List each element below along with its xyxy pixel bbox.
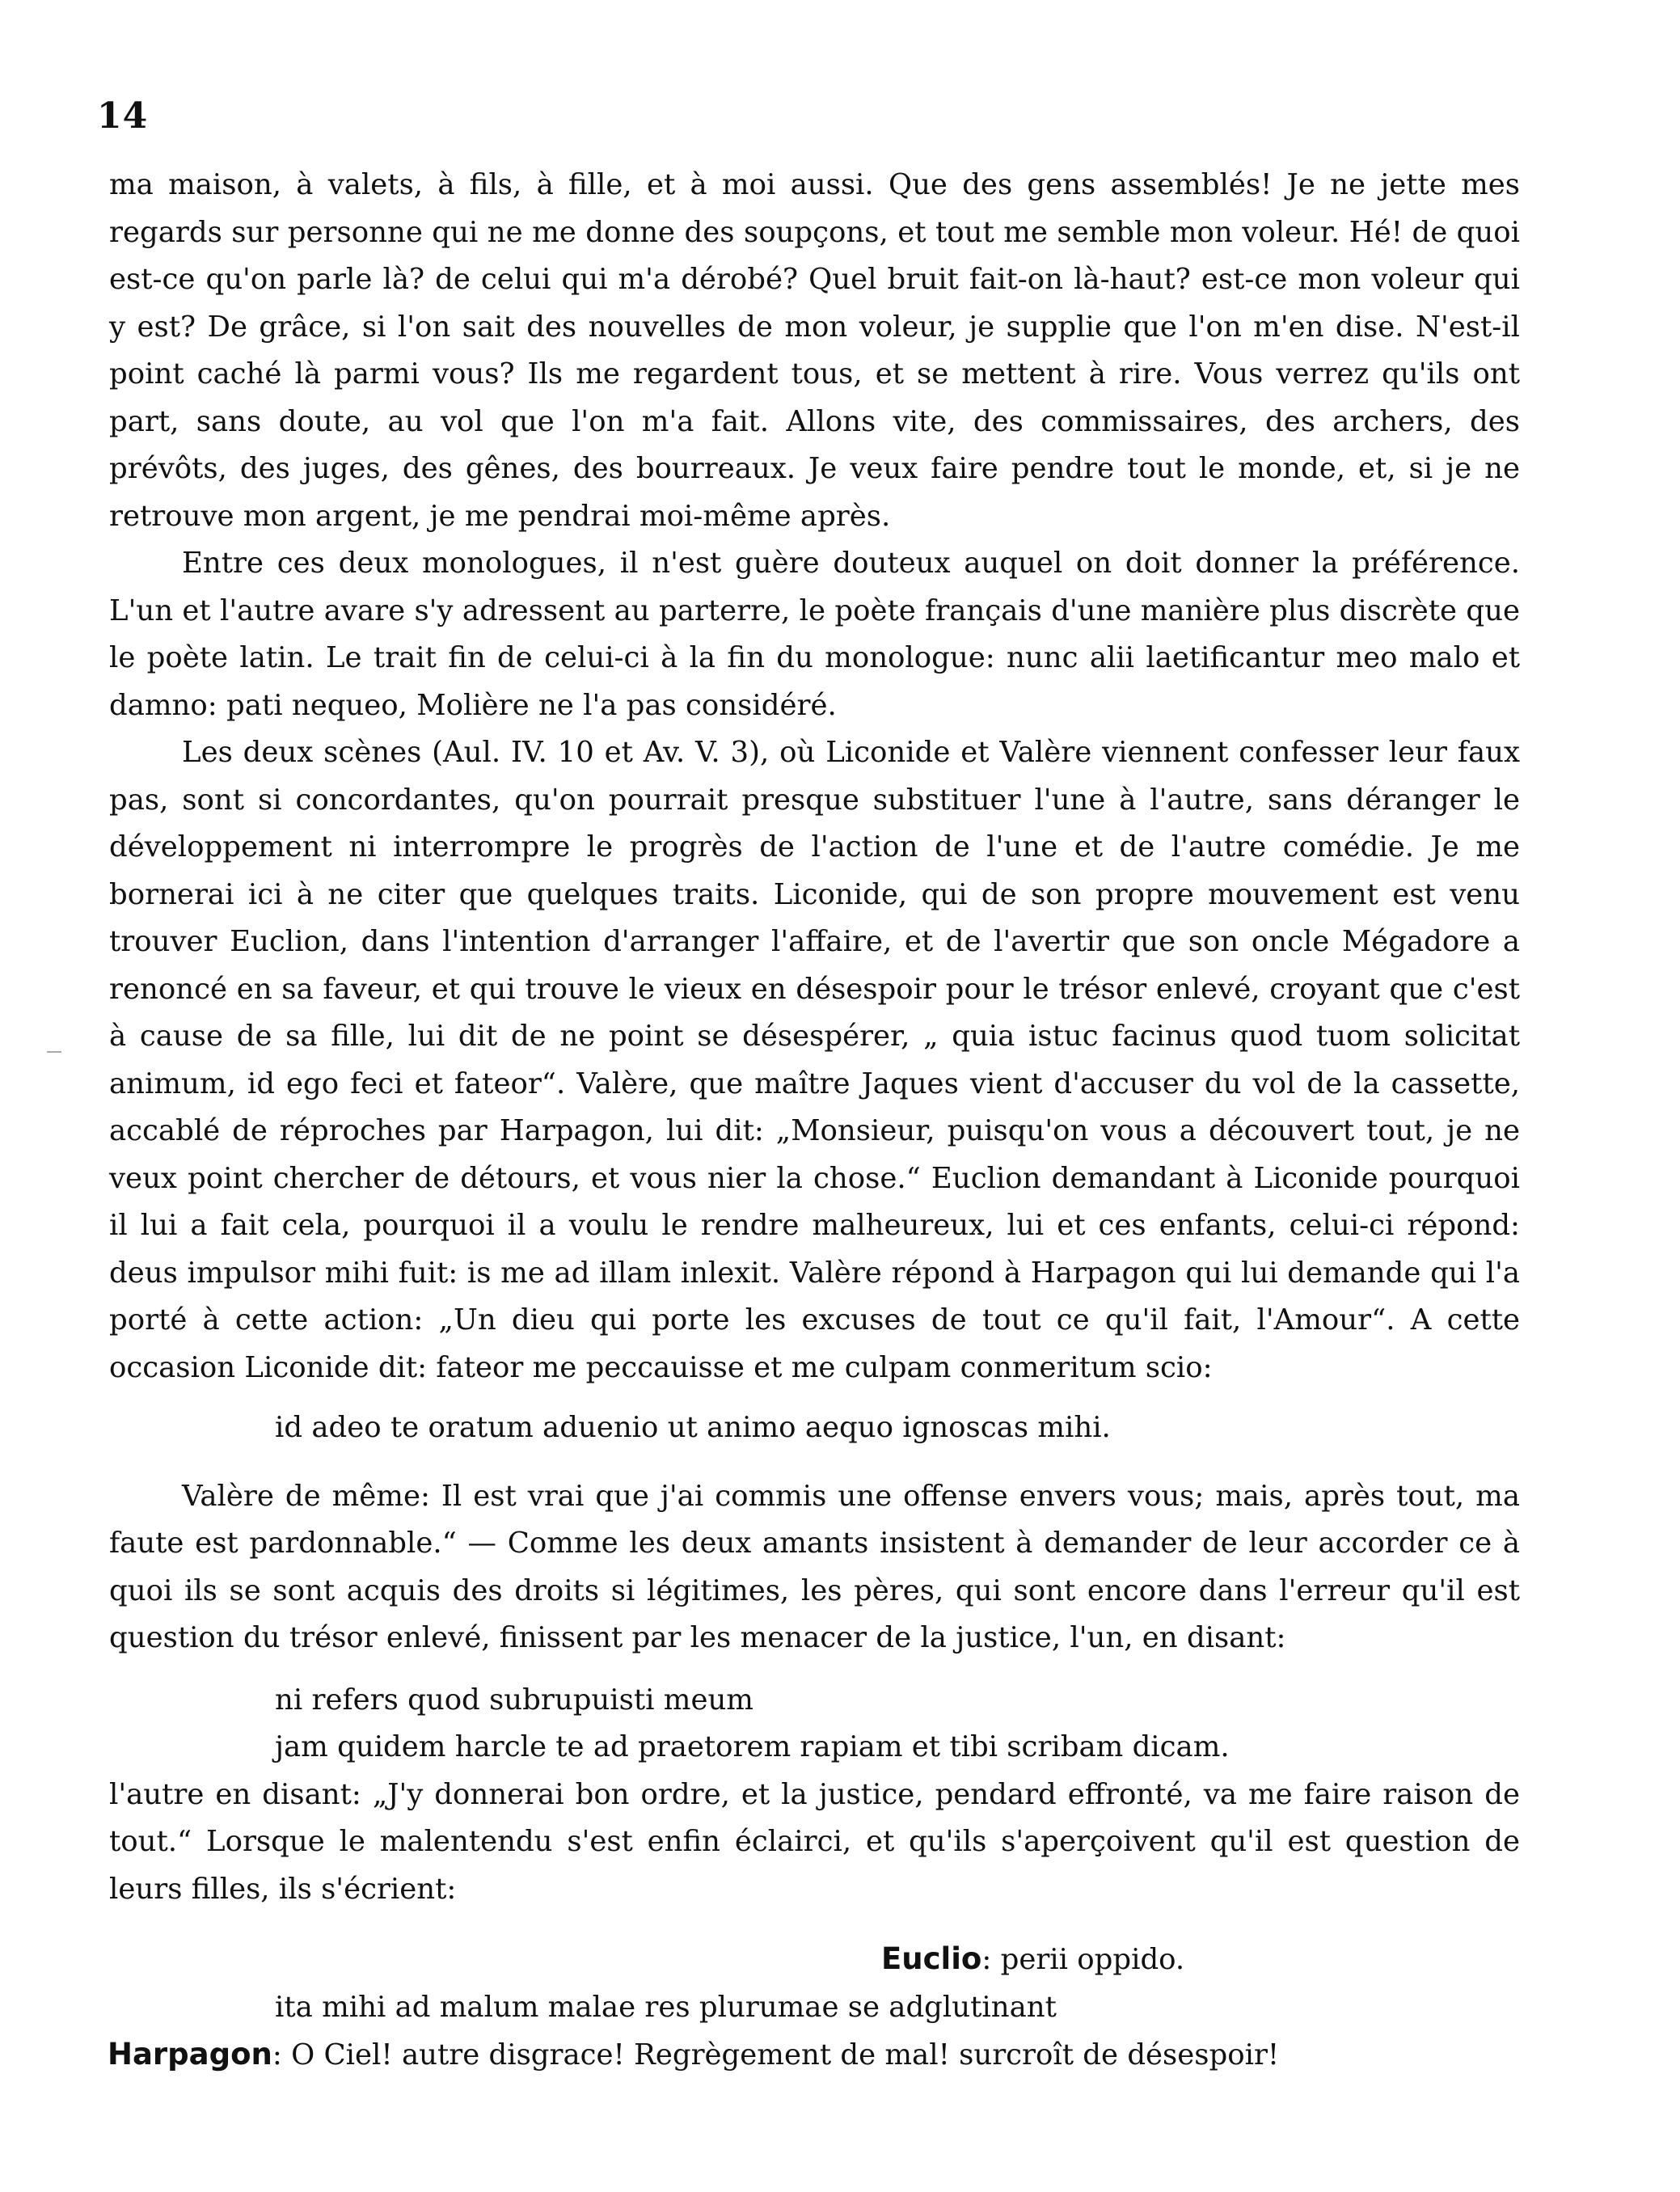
speech-text: : O Ciel! autre disgrace! Regrègement de mal! surcroît de désespoir! — [272, 2038, 1280, 2072]
euclio-speech — [109, 1936, 1520, 1984]
paragraph-confession-scenes: Les deux scènes (Aul. IV. 10 et Av. V. 3), où Liconide et Valère viennent confesser leur faux pas, sont si concordantes, qu'on pourrait presque substituer l'une à l'autre, sans déranger le développement ni interrompre le progrès de l'action de l'une et de l'autre comédie. Je me bornerai ici à ne citer que quelques traits. Liconide, qui de son propre mouvement est venu trouver Euclion, dans l'intention d'arranger l'affaire, et de l'avertir que son oncle Mégadore a renoncé en sa faveur, et qui trouve le vieux en désespoir pour le trésor enlevé, croyant que c'est à cause de sa fille, lui dit de ne point se désespérer, „ quia istuc facinus quod tuom solicitat animum, id ego feci et fateor“. Valère, que maître Jaques vient d'accuser du vol de la cassette, accablé de réproches par Harpagon, lui dit: „Monsieur, puisqu'on vous a découvert tout, je ne veux point chercher de détours, et vous nier la chose.“ Euclion demandant à Liconide pourquoi il lui a fait cela, pourquoi il a voulu le rendre malheureux, lui et ces enfants, celui-ci répond: deus impulsor mihi fuit: is me ad illam inlexit. Valère répond à Harpagon qui lui demande qui l'a porté à cette action: „Un dieu qui porte les excuses de tout ce qu'il fait, l'Amour“. A cette occasion Liconide dit: fateor me peccauisse et me culpam conmeritum scio: — [109, 736, 1520, 1384]
latin-verse-line: jam quidem harcle te ad praetorem rapiam et tibi scribam dicam. — [275, 1730, 1230, 1763]
paragraph-comparison: Entre ces deux monologues, il n'est guère douteux auquel on doit donner la préférence. L'un et l'autre avare s'y adressent au parterre, le poète français d'une manière plus discrète que le poète latin. Le trait fin de celui-ci à la fin du monologue: nunc alii laetificantur meo malo et damno: pati nequeo, Molière ne l'a pas considéré. — [109, 547, 1520, 722]
margin-mark — [47, 1051, 61, 1053]
speaker-name: Euclio — [881, 1941, 982, 1976]
latin-verse-line: ita mihi ad malum malae res plurumae se adglutinant — [275, 1990, 1057, 2024]
speech-text: : perii oppido. — [981, 1943, 1185, 1976]
paragraph-valere: Valère de même: Il est vrai que j'ai commis une offense envers vous; mais, après tout, ma faute est pardonnable.“ — Comme les deux amants insistent à demander de leur accorder ce à quoi ils se sont acquis des droits si légitimes, les pères, qui sont encore dans l'erreur qu'il est question du trésor enlevé, finissent par les menacer de la justice, l'un, en disant: — [109, 1479, 1520, 1654]
page-number: 14 — [97, 95, 149, 137]
speaker-name: Harpagon — [108, 2037, 272, 2072]
latin-verse-line: ni refers quod subrupuisti meum — [275, 1683, 753, 1717]
paragraph-monologue-quote: ma maison, à valets, à fils, à fille, et à moi aussi. Que des gens assemblés! Je ne jette mes regards sur personne qui ne me donne des soupçons, et tout me semble mon voleur. Hé! de quoi est-ce qu'on parle là? de celui qui m'a dérobé? Quel bruit fait-on là-haut? est-ce mon voleur qui y est? De grâce, si l'on sait des nouvelles de mon voleur, je supplie que l'on m'en dise. N'est-il point caché là parmi vous? Ils me regardent tous, et se mettent à rire. Vous verrez qu'ils ont part, sans doute, au vol que l'on m'a fait. Allons vite, des commissaires, des archers, des prévôts, des juges, des gênes, des bourreaux. Je veux faire pendre tout le monde, et, si je ne retrouve mon argent, je me pendrai moi-même après. — [109, 168, 1520, 533]
latin-verse-line: id adeo te oratum aduenio ut animo aequo ignoscas mihi. — [275, 1411, 1111, 1444]
body-text — [109, 162, 1520, 2080]
paragraph-harpagon-reply: l'autre en disant: „J'y donnerai bon ordre, et la justice, pendard effronté, va me faire raison de tout.“ Lorsque le malentendu s'est enfin éclairci, et qu'ils s'aperçoivent qu'il est question de leurs filles, ils s'écrient: — [109, 1777, 1520, 1906]
harpagon-speech — [108, 2031, 1520, 2080]
